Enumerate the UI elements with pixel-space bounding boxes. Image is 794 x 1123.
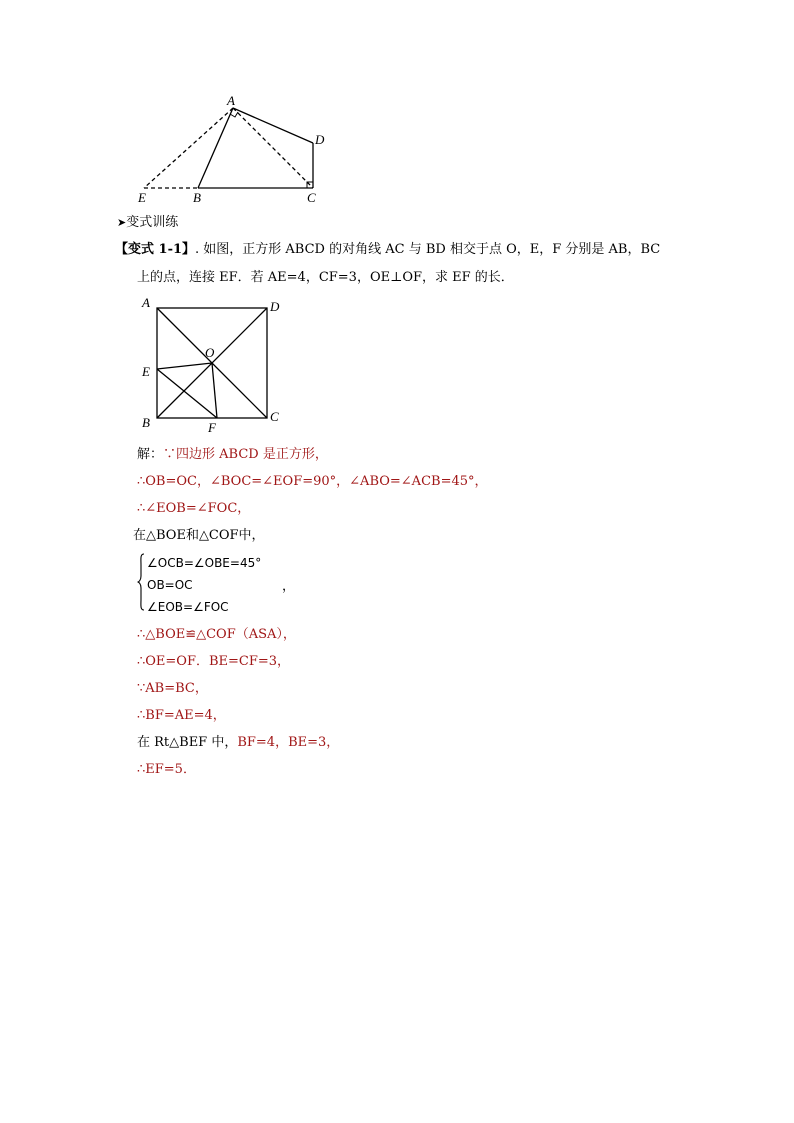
segment-AB [198,108,233,188]
solution-line-9-values: BF=4，BE=3， [237,735,340,750]
solution-line-9-prefix: 在 Rt△BEF 中， [137,735,238,750]
problem-line-1 [115,242,660,258]
solution-line-2: ∴OB=OC，∠BOC=∠EOF=90°，∠ABO=∠ACB=45°， [137,474,488,489]
left-brace-icon [137,553,145,611]
system-comma: ， [282,579,296,594]
segment-OF [212,363,217,418]
label-C: C [307,190,316,205]
solution-line-6: ∴OE=OF．BE=CF=3， [137,654,291,669]
label-D: D [315,132,325,147]
label-F: F [208,420,216,435]
segment-AE [144,108,233,188]
problem-text-1: . 如图，正方形 ABCD 的对角线 AC 与 BD 相交于点 O，E，F 分别是 AB，BC [195,242,661,257]
solution-line-10: ∴EF=5． [137,762,196,777]
solution-line-1-text: ∵四边形 ABCD 是正方形， [163,447,328,462]
figure-2-square-diagram [135,293,295,438]
solution-line-8: ∴BF=AE=4， [137,708,226,723]
segment-EF [157,369,217,418]
section-heading-text: 变式训练 [126,215,179,230]
label-C: C [270,409,279,424]
label-B: B [193,190,201,205]
label-E: E [142,364,150,379]
segment-AC [233,108,313,188]
segment-OE [157,363,212,369]
system-line-3: ∠EOB=∠FOC [147,600,229,614]
label-D: D [270,299,280,314]
solution-line-5: ∴△BOE≌△COF（ASA）， [137,627,296,642]
arrow-bullet-icon: ➤ [117,216,127,229]
problem-tag: 【变式 1-1】 [115,242,196,257]
problem-line-2: 上的点，连接 EF．若 AE=4，CF=3，OE⊥OF，求 EF 的长． [137,270,514,285]
solution-line-7: ∵AB=BC， [137,681,208,696]
label-A: A [227,93,235,108]
solution-line-1 [137,447,328,463]
label-B: B [142,415,150,430]
solution-line-9 [137,735,339,751]
label-O: O [205,345,215,360]
system-line-2: OB=OC [147,578,193,592]
figure-1-diagram [130,90,330,210]
solution-prefix: 解： [137,447,164,462]
segment-DA [233,108,313,143]
solution-line-3: ∴∠EOB=∠FOC， [137,501,251,516]
system-line-1: ∠OCB=∠OBE=45° [147,556,262,570]
section-heading [117,215,178,231]
label-E: E [138,190,146,205]
solution-line-4: 在△BOE和△COF中， [133,528,265,543]
label-A: A [142,295,150,310]
